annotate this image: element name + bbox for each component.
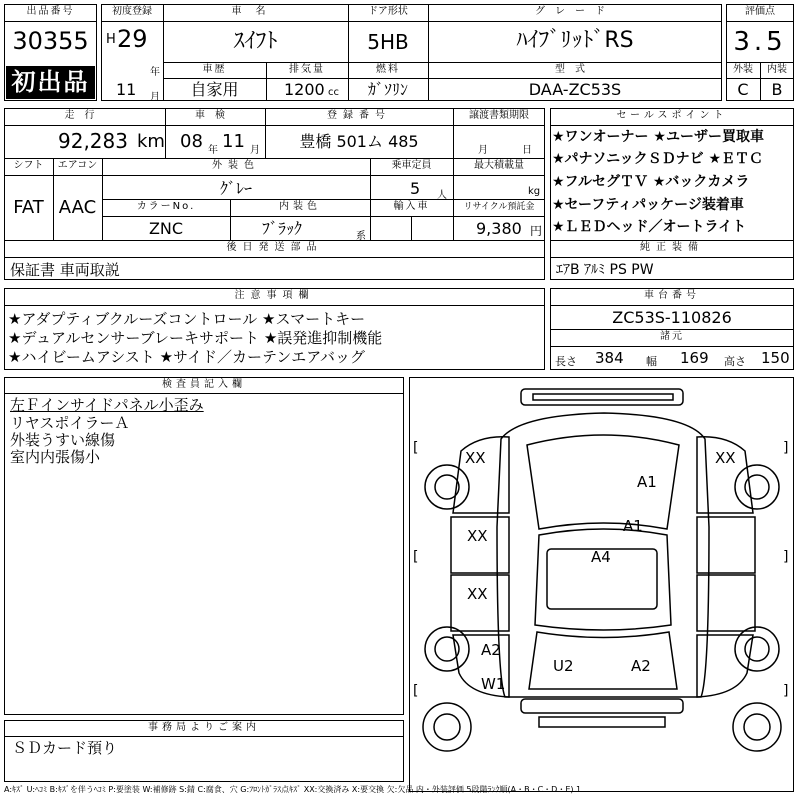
wheel-rr — [735, 627, 779, 671]
mark-rear-left-a2: A2 — [481, 641, 501, 659]
color-label: 外装色 — [212, 160, 260, 171]
inspector-note: リヤスポイラーＡ — [10, 414, 130, 432]
inspector-note: 左Ｆインサイドパネル小歪み — [10, 396, 204, 414]
mileage-unit: km — [137, 131, 165, 152]
interior-color: ﾌﾞﾗｯｸ — [262, 219, 303, 238]
model-code: DAA-ZC53S — [528, 80, 622, 99]
car-damage-diagram — [409, 377, 794, 792]
inspection-month-unit: 月 — [250, 145, 260, 156]
displacement-unit: cc — [328, 87, 339, 98]
displacement-label: 排気量 — [289, 64, 325, 75]
interior-score: B — [771, 80, 783, 99]
transfer-month-unit: 月 — [478, 145, 488, 156]
mark-hood-a1-lower: A1 — [623, 517, 643, 535]
rear-bumper-shape — [521, 699, 683, 713]
grade-label: グレード — [535, 6, 615, 17]
capacity: 5 — [410, 179, 421, 198]
interior-label: 内装 — [767, 64, 787, 75]
import-label: 輸入車 — [393, 201, 430, 212]
exterior-color: ｸﾞﾚｰ — [219, 179, 252, 198]
height: 150 — [761, 349, 790, 367]
notes-line: ★アダプティブクルーズコントロール ★スマートキー — [8, 310, 366, 328]
equipment-label: 純正装備 — [640, 242, 704, 253]
mark-hood-a1: A1 — [637, 473, 657, 491]
length: 384 — [595, 349, 624, 367]
notes-line: ★ハイビームアシスト ★サイド／カーテンエアバッグ — [8, 348, 366, 366]
mileage-label: 走行 — [64, 110, 105, 121]
inspection-year: 08 — [180, 131, 203, 152]
svg-text:]: ] — [783, 440, 789, 456]
car-name-label: 車名 — [231, 6, 280, 17]
transfer-day-unit: 日 — [522, 145, 532, 156]
mark-xx-left-rear-door: XX — [467, 585, 488, 603]
mark-xx-front-left: XX — [465, 449, 486, 467]
grade: ﾊｲﾌﾞﾘｯﾄﾞRS — [516, 28, 634, 53]
wheel-rl — [425, 627, 469, 671]
recycle-fee: 9,380 — [476, 219, 522, 238]
mark-rear-w1: W1 — [481, 675, 506, 693]
shift: FAT — [13, 197, 44, 218]
svg-text:]: ] — [783, 549, 789, 565]
recycle-unit: 円 — [530, 224, 543, 238]
chassis-label: 車台番号 — [644, 290, 700, 301]
office-label: 事務局よりご案内 — [148, 722, 260, 733]
door-type: 5HB — [367, 30, 409, 54]
mark-xx-left-front-door: XX — [467, 527, 488, 545]
width-label: 幅 — [646, 355, 657, 368]
shift-label: シフト — [13, 160, 44, 171]
mark-xx-front-right: XX — [715, 449, 736, 467]
first-listing-badge: 初出品 — [6, 66, 95, 99]
inspector-note: 室内内張傷小 — [10, 448, 101, 466]
mark-rear-right-a2: A2 — [631, 657, 651, 675]
transfer-label: 譲渡書類期限 — [469, 110, 529, 121]
left-front-door — [451, 517, 509, 573]
fuel-label: 燃料 — [376, 64, 400, 75]
aircon-label: エアコン — [57, 160, 98, 171]
front-bumper-shape — [521, 389, 683, 405]
inspector-note: 外装うすい線傷 — [10, 431, 116, 449]
displacement: 1200 — [284, 80, 325, 99]
plate-number: 豊橋 501ム 485 — [299, 132, 419, 151]
max-load-unit: kg — [528, 186, 541, 197]
mark-rear-u2: U2 — [553, 657, 574, 675]
svg-text:[: [ — [413, 549, 419, 565]
capacity-label: 乗車定員 — [391, 160, 432, 171]
color-no: ZNC — [148, 219, 184, 238]
damage-legend: A:ｷｽﾞ U:ﾍｺﾐ B:ｷｽﾞを伴うﾍｺﾐ P:要塗装 W:補修跡 S:錆 C:腐食、穴 G:ﾌﾛﾝﾄｶﾞﾗｽ点ｷｽﾞ XX:交換済み X:要交換 欠:欠品 内・外装評価 5段階ﾗﾝｸ順(A・B・C・D・E) 1 — [4, 785, 582, 794]
interior-color-unit: 系 — [356, 231, 366, 242]
inspection-label: 車検 — [195, 110, 235, 121]
height-label: 高さ — [724, 355, 746, 368]
length-label: 長さ — [555, 355, 577, 368]
mileage: 92,283 — [58, 129, 128, 153]
notes-label: 注意事項欄 — [234, 290, 315, 301]
wheel-fr — [735, 465, 779, 509]
svg-text:[: [ — [413, 440, 419, 456]
width: 169 — [680, 349, 709, 367]
left-rear-door — [451, 575, 509, 631]
aircon: AAC — [58, 197, 97, 218]
sales-point-line: ★フルセグＴＶ ★バックカメラ — [552, 174, 750, 190]
exterior-score: C — [737, 80, 749, 99]
car-name: ｽｲﾌﾄ — [233, 29, 278, 54]
color-no-label: カラーNo. — [136, 201, 196, 212]
equipment: ｴｱB ｱﾙﾐ PS PW — [556, 262, 654, 278]
history: 自家用 — [190, 80, 239, 99]
spare-wheel — [423, 703, 471, 751]
first-reg-year-unit: 年 — [150, 67, 160, 78]
score-label: 評価点 — [745, 6, 775, 17]
sales-point-line: ★ワンオーナー ★ユーザー買取車 — [552, 129, 764, 145]
interior-color-label: 内装色 — [279, 201, 321, 212]
recycle-label: リサイクル預託金 — [463, 202, 535, 212]
max-load-label: 最大積載量 — [474, 160, 524, 171]
inspection-month: 11 — [222, 131, 245, 152]
svg-text:[: [ — [413, 683, 419, 699]
sales-point-line: ★パナソニックＳＤナビ ★ＥＴＣ — [552, 151, 763, 167]
wheel-fl — [425, 465, 469, 509]
svg-text:]: ] — [783, 683, 789, 699]
score-value: 3.5 — [733, 27, 787, 57]
roof-shape — [535, 529, 671, 630]
dimensions-label: 諸元 — [660, 331, 684, 342]
sales-point-line: ★ＬＥＤヘッド／オートライト — [552, 219, 747, 235]
inspector-label: 検査員記入欄 — [162, 379, 246, 390]
sales-points-label: セールスポイント — [616, 110, 728, 121]
sales-point-line: ★セーフティパッケージ装着車 — [552, 197, 744, 213]
first-reg-era: H — [106, 32, 116, 47]
first-reg-month-unit: 月 — [150, 92, 160, 103]
notes-line: ★デュアルセンサーブレーキサポート ★誤発進抑制機能 — [8, 329, 383, 347]
lot-label: 出品番号 — [26, 6, 75, 17]
first-reg-label: 初度登録 — [112, 6, 152, 17]
exterior-label: 外装 — [733, 64, 753, 75]
office-note: ＳＤカード預り — [12, 739, 118, 757]
model-label: 型式 — [555, 64, 595, 75]
lot-number: 30355 — [12, 27, 89, 55]
later-parts-label: 後日発送部品 — [226, 242, 323, 253]
first-reg-month: 11 — [116, 80, 137, 99]
history-label: 車歴 — [202, 64, 227, 75]
inspection-year-unit: 年 — [208, 145, 218, 156]
first-reg-year: 29 — [117, 25, 148, 53]
later-parts: 保証書 車両取説 — [10, 261, 120, 279]
mark-roof-a4: A4 — [591, 548, 611, 566]
capacity-unit: 人 — [437, 190, 447, 201]
chassis-number: ZC53S-110826 — [612, 308, 732, 327]
fuel: ｶﾞｿﾘﾝ — [367, 80, 408, 99]
plate-label: 登録番号 — [327, 110, 391, 121]
door-label: ドア形状 — [368, 6, 408, 17]
